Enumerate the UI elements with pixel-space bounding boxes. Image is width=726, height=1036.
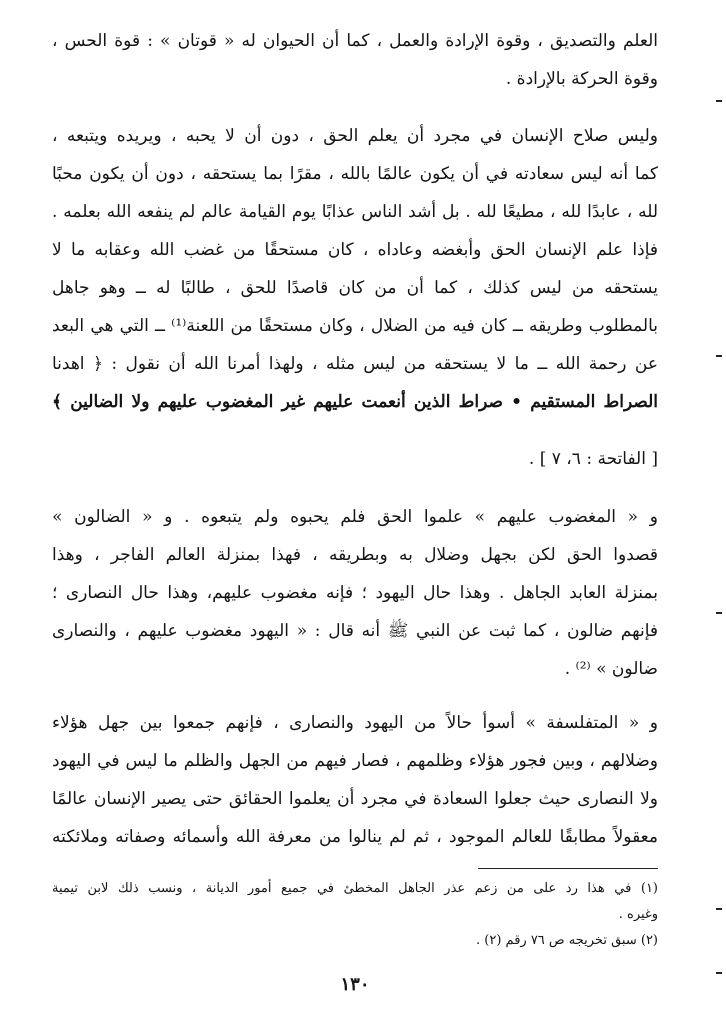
text-line: معقولاً مطابقًا للعالم الموجود ، ثم لم ينالوا من معرفة الله وأسمائه وصفاته وملائكته (52, 827, 658, 847)
text-line: يستحقه من ليس كذلك ، كما أن من كان قاصدًا للحق ، طالبًا له ــ وهو جاهل (52, 278, 658, 298)
text-line: ضالون » ⁽²⁾ . (564, 659, 658, 679)
text-line: ولا النصارى حيث جعلوا السعادة في مجرد أن يعلموا الحقائق حتى يصير الإنسان عالمًا (52, 789, 658, 809)
scan-mark (716, 355, 722, 357)
text-line: وضلالهم ، وبين فجور هؤلاء وظلمهم ، فصار فيهم من الجهل والظلم ما ليس في اليهود (52, 751, 658, 771)
text-line: بالمطلوب وطريقه ــ كان فيه من الضلال ، وكان مستحقًا من اللعنة⁽¹⁾ ــ التي هي البعد (52, 316, 658, 336)
footnote-separator (478, 868, 658, 869)
text-line: فإذا علم الإنسان الحق وأبغضه وعاداه ، كان مستحقًا من غضب الله وعقابه ما لا (52, 240, 658, 260)
text-line: قصدوا الحق لكن بجهل وضلال به وبطريقه ، فهذا بمنزلة العالم الفاجر ، وهذا (52, 545, 658, 565)
scan-mark (716, 100, 722, 102)
text-line: وقوة الحركة بالإرادة . (505, 69, 658, 89)
text-line: كما أنه ليس سعادته في أن يكون عالمًا بالله ، مقرًا بما يستحقه ، دون أن يكون محبًا (52, 164, 658, 184)
scan-mark (716, 612, 722, 614)
text-line: عن رحمة الله ــ ما لا يستحقه من ليس مثله ، ولهذا أمرنا الله أن نقول : ﴿ اهدنا (52, 354, 658, 374)
text-line: لله ، عابدًا لله ، مطيعًا لله . بل أشد الناس عذابًا يوم القيامة عالم لم ينفعه الله بعلمه . (52, 202, 658, 222)
quran-verse-line: الصراط المستقيم • صراط الذين أنعمت عليهم غير المغضوب عليهم ولا الضالين ﴾ (52, 392, 658, 412)
scan-mark (716, 908, 722, 910)
surah-citation: [ الفاتحة : ٦، ٧ ] . (528, 449, 658, 469)
text-line: فإنهم ضالون ، كما ثبت عن النبي ﷺ أنه قال : « اليهود مغضوب عليهم ، والنصارى (52, 621, 658, 641)
book-page (52, 22, 658, 1022)
footnote-line: (١) في هذا رد على من زعم عذر الجاهل المخطئ في جميع أمور الديانة ، ونسب ذلك لابن تيمية (52, 881, 658, 896)
footnote-line: وغيره . (618, 907, 658, 922)
text-line: وليس صلاح الإنسان في مجرد أن يعلم الحق ، دون أن لا يحبه ، ويريده ويتبعه ، (52, 126, 658, 146)
text-line: العلم والتصديق ، وقوة الإرادة والعمل ، كما أن الحيوان له « قوتان » : قوة الحس ، (52, 31, 658, 51)
scan-mark (716, 972, 722, 974)
footnote-line: (٢) سبق تخريجه ص ٧٦ رقم (٢) . (476, 933, 658, 948)
text-line: و « المغضوب عليهم » علموا الحق فلم يحبوه ولم يتبعوه . و « الضالون » (52, 507, 658, 527)
text-line: بمنزلة العابد الجاهل . وهذا حال اليهود ؛ فإنه مغضوب عليهم، وهذا حال النصارى ؛ (52, 583, 658, 603)
page-number: ١٣٠ (340, 974, 370, 995)
text-line: و « المتفلسفة » أسوأ حالاً من اليهود والنصارى ، فإنهم جمعوا بين جهل هؤلاء (52, 713, 658, 733)
